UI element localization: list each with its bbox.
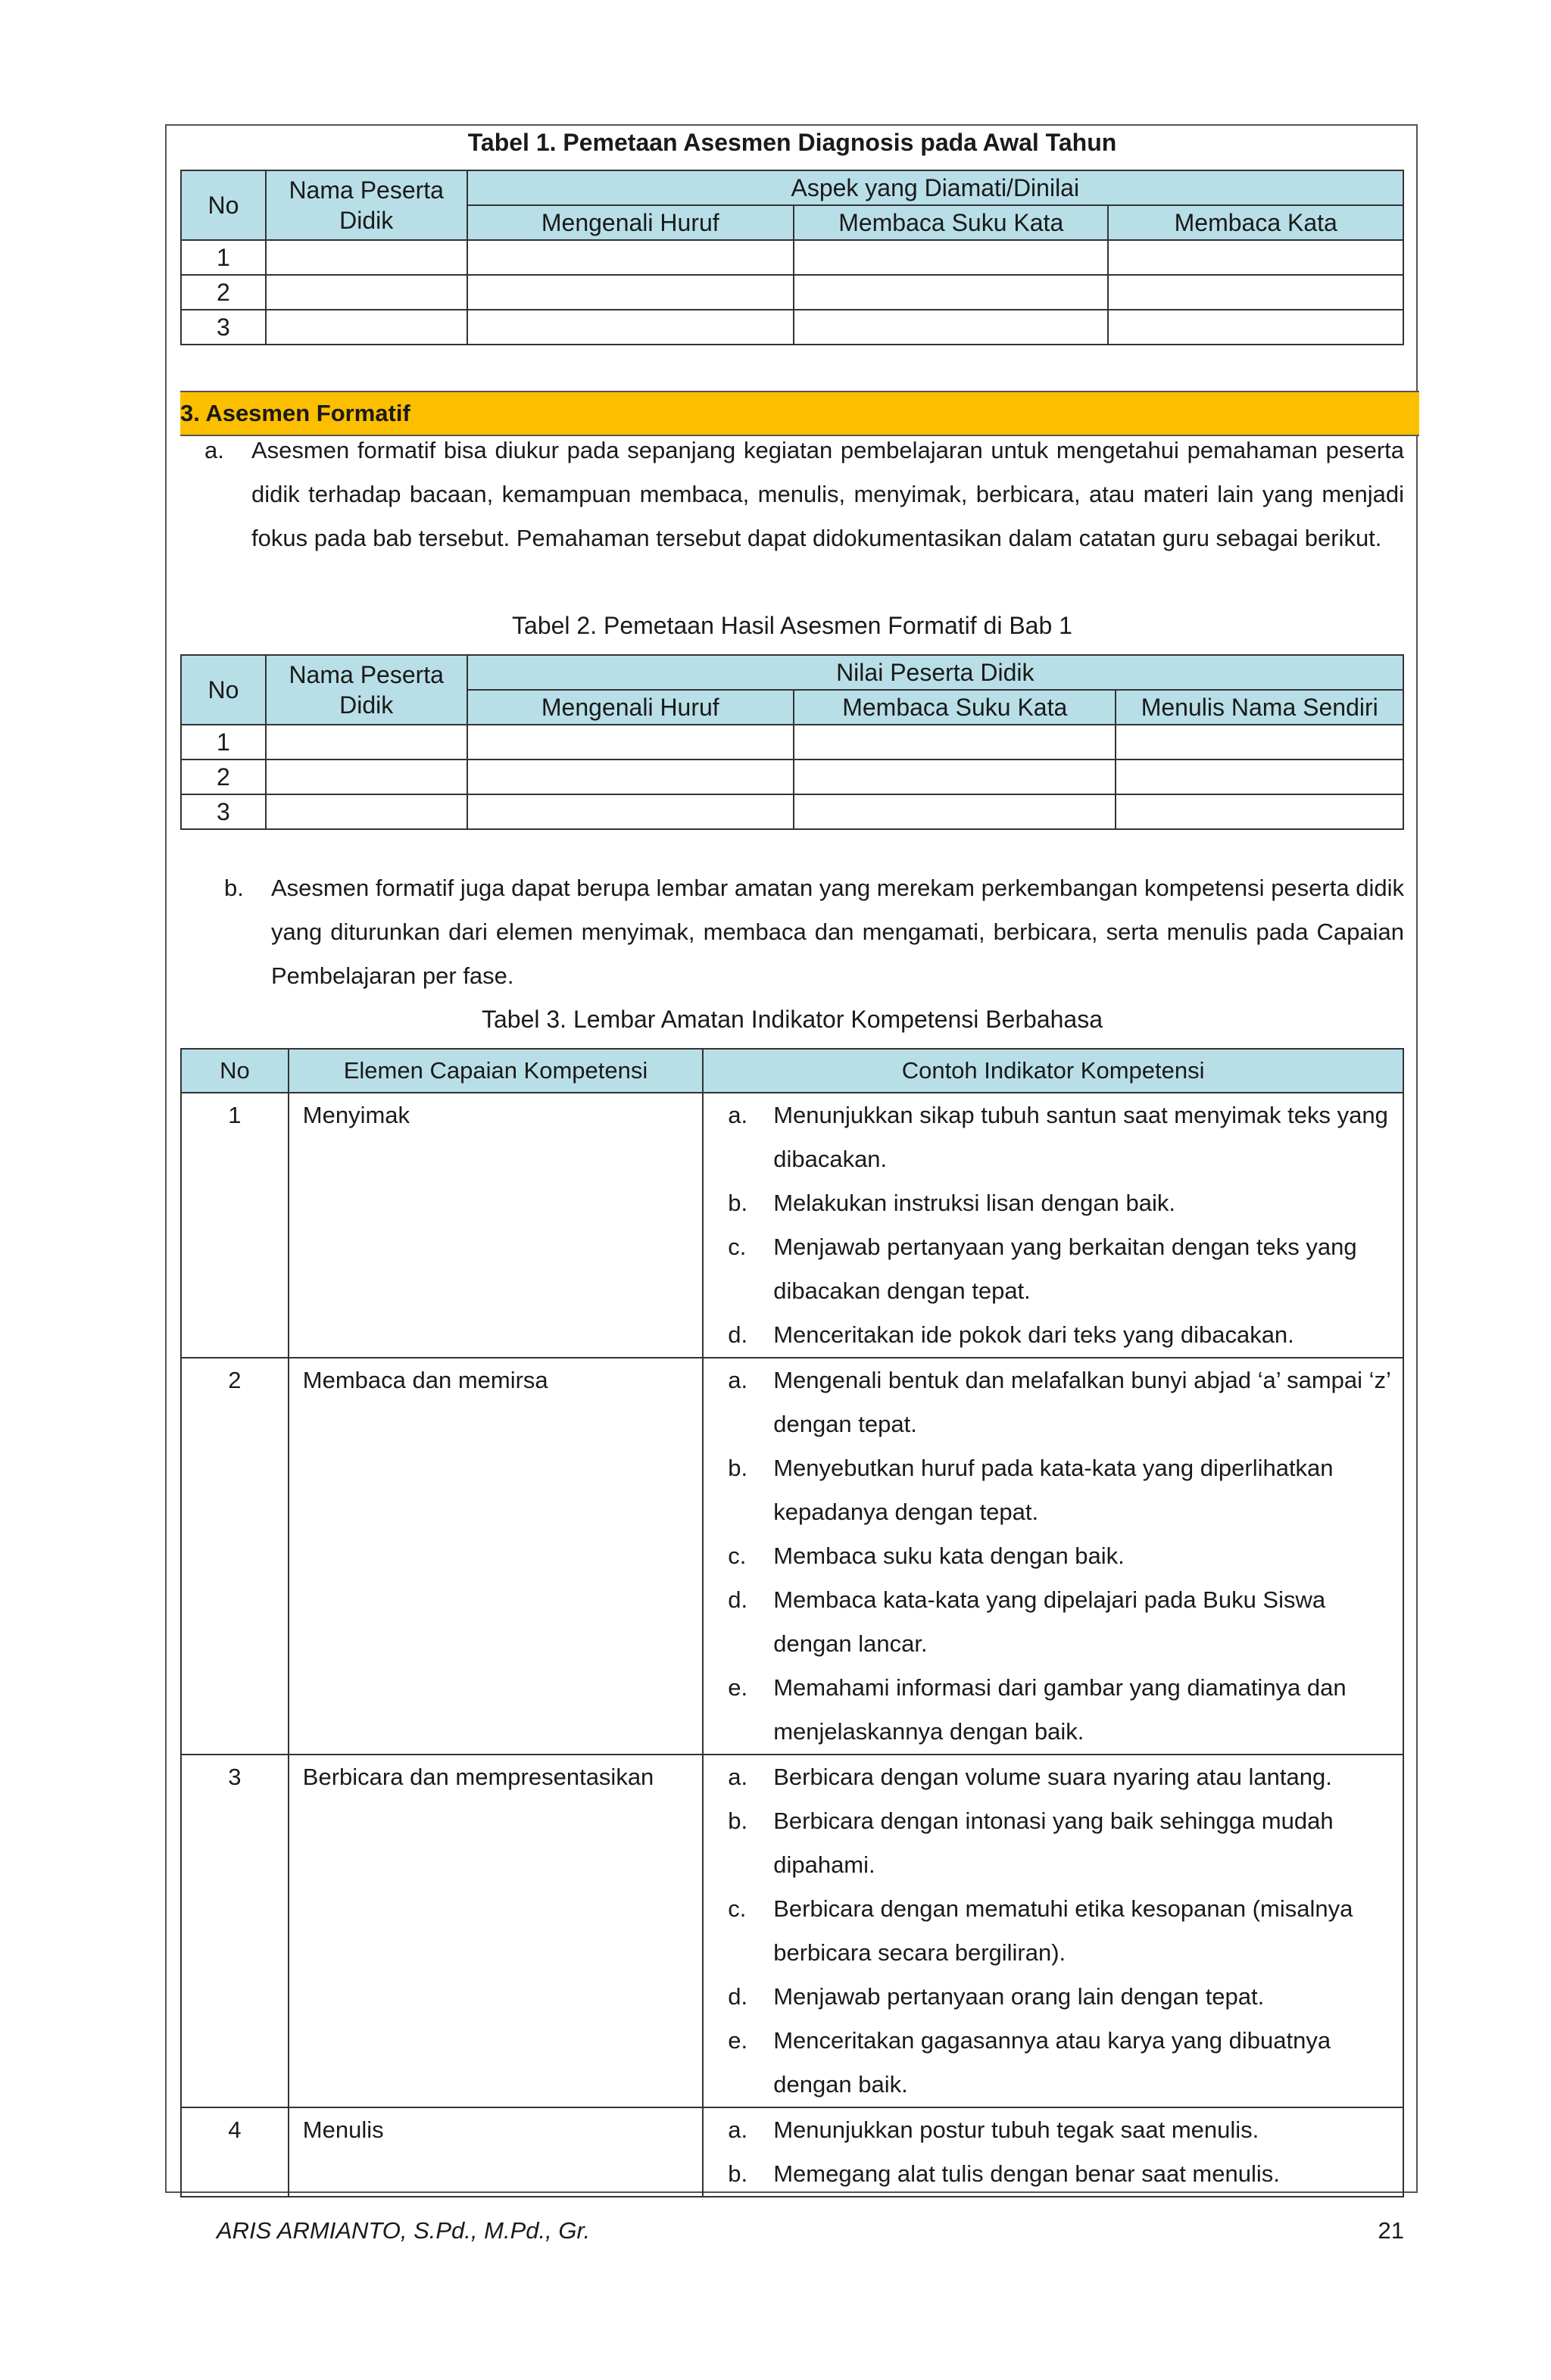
table-cell [794, 275, 1108, 310]
table1-col-nama [266, 170, 467, 240]
table-cell [1116, 725, 1403, 760]
elemen-cell: Berbicara dan mempresentasikan [289, 1755, 703, 2107]
table1-subheader: Membaca Kata [1108, 205, 1403, 240]
table2-col-nama-line1: Nama Peserta [289, 661, 444, 688]
table-row [181, 310, 1403, 345]
indicator-text: Memahami informasi dari gambar yang diamatinya dan menjelaskannya dengan baik. [773, 1674, 1347, 1745]
table2-subheader: Menulis Nama Sendiri [1116, 690, 1403, 725]
table3-caption: Tabel 3. Lembar Amatan Indikator Kompetensi Berbahasa [481, 1006, 1103, 1033]
row-number: 2 [181, 1358, 289, 1755]
indicator-letter: b. [728, 1808, 748, 1834]
table3-header-indikator: Contoh Indikator Kompetensi [703, 1049, 1403, 1093]
indicator-letter: e. [728, 2027, 748, 2054]
table-row [181, 725, 1403, 760]
indicator-text: Memegang alat tulis dengan benar saat menulis. [773, 2160, 1280, 2187]
table-cell [467, 240, 794, 275]
table-row [181, 240, 1403, 275]
indicator-item [704, 1534, 1403, 1578]
table-row [181, 1755, 1403, 2107]
indicator-letter: a. [728, 1367, 748, 1393]
row-number: 2 [181, 275, 266, 310]
table2-group-header: Nilai Peserta Didik [467, 655, 1403, 690]
indicator-text: Membaca kata-kata yang dipelajari pada Buku Siswa dengan lancar. [773, 1586, 1326, 1657]
table-cell [1108, 275, 1403, 310]
indicator-item [704, 1578, 1403, 1666]
indicator-letter: e. [728, 1674, 748, 1701]
indicator-letter: a. [728, 2116, 748, 2143]
table1-caption: Tabel 1. Pemetaan Asesmen Diagnosis pada Awal Tahun [467, 129, 1117, 156]
indicator-item [704, 1887, 1403, 1975]
indicator-item [704, 1666, 1403, 1754]
indicator-letter: a. [728, 1102, 748, 1128]
indicator-text: Berbicara dengan intonasi yang baik sehingga mudah dipahami. [773, 1808, 1334, 1878]
indicator-letter: d. [728, 1321, 748, 1348]
table2 [180, 654, 1404, 830]
table-row [181, 275, 1403, 310]
table2-col-no: No [181, 655, 266, 725]
table-cell [266, 275, 467, 310]
table-row [181, 2107, 1403, 2197]
table-row [181, 760, 1403, 794]
indicator-letter: c. [728, 1542, 747, 1569]
row-number: 4 [181, 2107, 289, 2197]
table-cell [467, 275, 794, 310]
indicator-letter: c. [728, 1234, 747, 1260]
table-cell [266, 240, 467, 275]
para-a-text: Asesmen formatif bisa diukur pada sepanjang kegiatan pembelajaran untuk mengetahui pemahaman peserta didik terhadap bacaan, kemampuan membaca, menulis, menyimak, berbicara, atau materi lain yang menjadi fokus pada bab tersebut. Pemahaman tersebut dapat didokumentasikan dalam catatan guru sebagai berikut. [251, 437, 1404, 551]
row-number: 1 [181, 1093, 289, 1358]
elemen-cell: Menulis [289, 2107, 703, 2197]
indicator-text: Menjawab pertanyaan yang berkaitan dengan teks yang dibacakan dengan tepat. [773, 1234, 1357, 1304]
row-number: 1 [181, 240, 266, 275]
table-cell [467, 310, 794, 345]
indicator-item [704, 1181, 1403, 1225]
indicator-text: Berbicara dengan mematuhi etika kesopanan (misalnya berbicara secara bergiliran). [773, 1895, 1353, 1966]
indicator-letter: a. [728, 1764, 748, 1790]
table3-header-elemen: Elemen Capaian Kompetensi [289, 1049, 703, 1093]
indicator-item [704, 1313, 1403, 1357]
table-cell [266, 310, 467, 345]
indicator-letter: d. [728, 1983, 748, 2010]
table-cell [467, 794, 794, 829]
indicator-item [704, 2019, 1403, 2107]
table3-header-no: No [181, 1049, 289, 1093]
indicator-text: Menyebutkan huruf pada kata-kata yang diperlihatkan kepadanya dengan tepat. [773, 1455, 1334, 1525]
indicator-letter: c. [728, 1895, 747, 1922]
elemen-cell: Menyimak [289, 1093, 703, 1358]
table-row [181, 1358, 1403, 1755]
indicator-item [704, 1446, 1403, 1534]
indicator-item [704, 2108, 1403, 2152]
indicator-text: Menceritakan gagasannya atau karya yang dibuatnya dengan baik. [773, 2027, 1331, 2098]
table-cell [266, 725, 467, 760]
table-cell [794, 725, 1116, 760]
table2-col-nama-line2: Didik [339, 691, 394, 719]
indicator-letter: b. [728, 1455, 748, 1481]
table-cell [794, 240, 1108, 275]
row-number: 3 [181, 794, 266, 829]
indicator-text: Menunjukkan sikap tubuh santun saat menyimak teks yang dibacakan. [773, 1102, 1388, 1172]
para-b-text: Asesmen formatif juga dapat berupa lembar amatan yang merekam perkembangan kompetensi peserta didik yang diturunkan dari elemen menyimak, membaca dan mengamati, berbicara, serta menulis pada Capaian Pembelajaran per fase. [271, 875, 1404, 989]
table-cell [1108, 240, 1403, 275]
row-number: 3 [181, 310, 266, 345]
indicator-text: Membaca suku kata dengan baik. [773, 1542, 1125, 1569]
table1 [180, 170, 1404, 345]
indicator-text: Menceritakan ide pokok dari teks yang dibacakan. [773, 1321, 1294, 1348]
table2-subheader: Mengenali Huruf [467, 690, 794, 725]
para-a-marker: a. [204, 437, 224, 463]
indicator-item [704, 1975, 1403, 2019]
row-number: 3 [181, 1755, 289, 2107]
table-cell [467, 760, 794, 794]
indicator-cell [703, 1358, 1403, 1755]
table3 [180, 1048, 1404, 2198]
table-cell [1108, 310, 1403, 345]
table-cell [1116, 794, 1403, 829]
table-cell [794, 310, 1108, 345]
indicator-item [704, 1755, 1403, 1799]
indicator-text: Berbicara dengan volume suara nyaring atau lantang. [773, 1764, 1332, 1790]
table1-subheader: Mengenali Huruf [467, 205, 794, 240]
row-number: 2 [181, 760, 266, 794]
table1-subheader: Membaca Suku Kata [794, 205, 1108, 240]
table-cell [266, 794, 467, 829]
table-cell [794, 760, 1116, 794]
indicator-cell [703, 1093, 1403, 1358]
table1-group-header: Aspek yang Diamati/Dinilai [467, 170, 1403, 205]
indicator-item [704, 1093, 1403, 1181]
table2-col-nama [266, 655, 467, 725]
para-b-marker: b. [224, 875, 244, 901]
table-cell [794, 794, 1116, 829]
indicator-text: Menunjukkan postur tubuh tegak saat menulis. [773, 2116, 1259, 2143]
indicator-letter: b. [728, 2160, 748, 2187]
indicator-item [704, 1358, 1403, 1446]
indicator-text: Menjawab pertanyaan orang lain dengan tepat. [773, 1983, 1265, 2010]
elemen-cell: Membaca dan memirsa [289, 1358, 703, 1755]
indicator-item [704, 1799, 1403, 1887]
table-cell [1116, 760, 1403, 794]
section-heading: 3. Asesmen Formatif [180, 400, 410, 426]
table2-subheader: Membaca Suku Kata [794, 690, 1116, 725]
indicator-letter: b. [728, 1190, 748, 1216]
indicator-cell [703, 1755, 1403, 2107]
table-row [181, 794, 1403, 829]
footer-author: ARIS ARMIANTO, S.Pd., M.Pd., Gr. [217, 2217, 591, 2244]
indicator-text: Melakukan instruksi lisan dengan baik. [773, 1190, 1175, 1216]
indicator-letter: d. [728, 1586, 748, 1613]
table-cell [467, 725, 794, 760]
table1-col-nama-line2: Didik [339, 207, 394, 234]
page-number: 21 [1378, 2217, 1404, 2244]
table2-caption: Tabel 2. Pemetaan Hasil Asesmen Formatif di Bab 1 [512, 612, 1072, 639]
indicator-item [704, 1225, 1403, 1313]
table1-col-nama-line1: Nama Peserta [289, 176, 444, 204]
row-number: 1 [181, 725, 266, 760]
indicator-cell [703, 2107, 1403, 2197]
indicator-item [704, 2152, 1403, 2196]
indicator-text: Mengenali bentuk dan melafalkan bunyi abjad ‘a’ sampai ‘z’ dengan tepat. [773, 1367, 1390, 1437]
table1-col-no: No [181, 170, 266, 240]
table-row [181, 1093, 1403, 1358]
table-cell [266, 760, 467, 794]
